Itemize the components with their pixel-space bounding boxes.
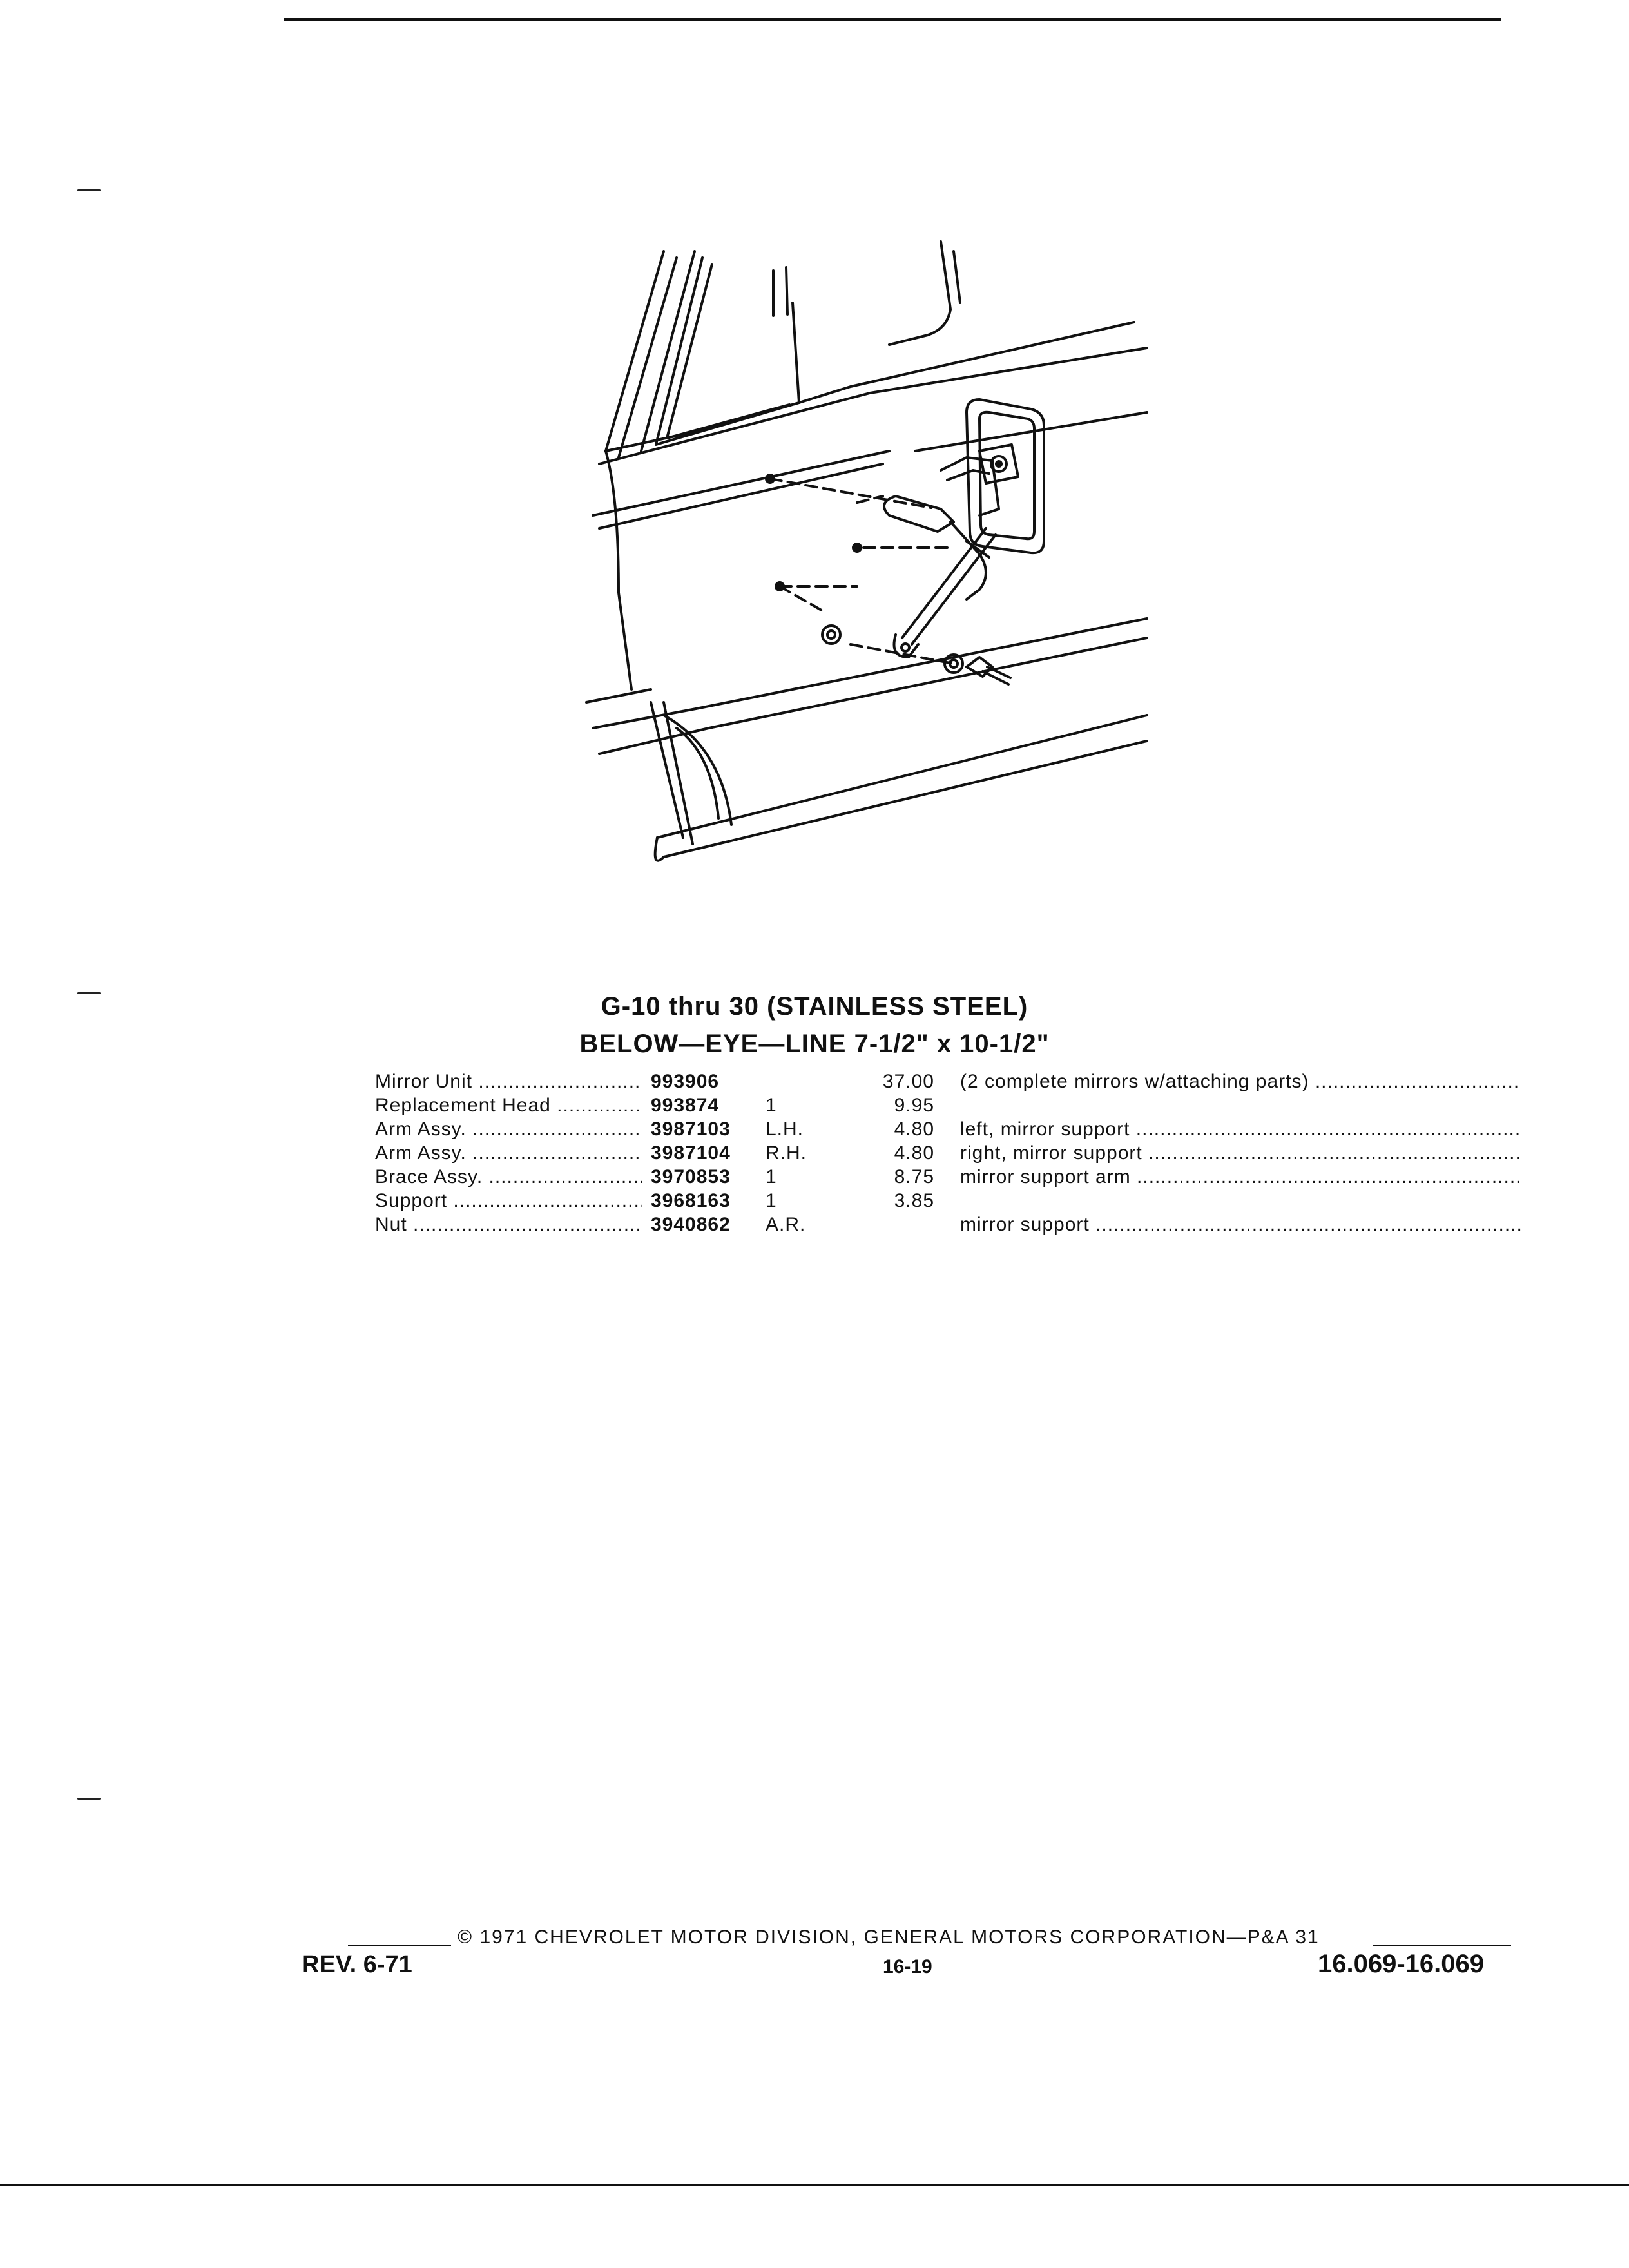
- part-price: 4.80: [894, 1119, 934, 1140]
- part-price: 37.00: [882, 1071, 934, 1092]
- top-rule: [284, 18, 1501, 21]
- part-name: Support .....: [375, 1190, 642, 1212]
- bottom-rule: [0, 2184, 1629, 2186]
- part-number: 3940862: [651, 1214, 731, 1235]
- part-number: 3987103: [651, 1119, 731, 1140]
- margin-tick: [77, 1798, 101, 1800]
- part-qty: R.H.: [766, 1142, 807, 1164]
- part-qty: 1: [766, 1166, 777, 1187]
- part-price: 8.75: [894, 1166, 934, 1187]
- part-number: 3968163: [651, 1190, 731, 1211]
- part-name: Nut .....: [375, 1214, 642, 1236]
- part-number: 993906: [651, 1071, 720, 1092]
- revision-label: REV. 6-71: [302, 1951, 412, 1978]
- part-description: mirror support arm .....: [960, 1166, 1521, 1188]
- footer-rule-right: [1373, 1945, 1511, 1946]
- copyright-line: © 1971 CHEVROLET MOTOR DIVISION, GENERAL MOTORS CORPORATION—P&A 31: [458, 1927, 1320, 1948]
- part-price: 3.85: [894, 1190, 934, 1211]
- section-title: G-10 thru 30 (STAINLESS STEEL): [601, 992, 1028, 1021]
- section-subtitle: BELOW—EYE—LINE 7-1/2" x 10-1/2": [579, 1030, 1050, 1058]
- part-number: 993874: [651, 1095, 720, 1116]
- part-qty: 1: [766, 1190, 777, 1211]
- section-code: 16.069-16.069: [1318, 1950, 1485, 1978]
- footer-rule-left: [348, 1945, 451, 1946]
- margin-tick: [77, 189, 101, 191]
- part-number: 3970853: [651, 1166, 731, 1187]
- part-price: 4.80: [894, 1142, 934, 1164]
- mirror-assembly-diagram: [580, 238, 1224, 883]
- part-description: left, mirror support .....: [960, 1119, 1521, 1140]
- part-qty: L.H.: [766, 1119, 804, 1140]
- part-name: Arm Assy. .....: [375, 1119, 642, 1140]
- page-number: 16-19: [883, 1956, 932, 1977]
- part-qty: A.R.: [766, 1214, 806, 1235]
- part-price: 9.95: [894, 1095, 934, 1116]
- part-name: Brace Assy. .....: [375, 1166, 642, 1188]
- part-description: mirror support .....: [960, 1214, 1521, 1236]
- part-name: Mirror Unit .....: [375, 1071, 642, 1093]
- part-description: (2 complete mirrors w/attaching parts) .....: [960, 1071, 1521, 1093]
- part-description: right, mirror support .....: [960, 1142, 1521, 1164]
- part-qty: 1: [766, 1095, 777, 1116]
- part-number: 3987104: [651, 1142, 731, 1164]
- part-name: Replacement Head .....: [375, 1095, 642, 1117]
- part-name: Arm Assy. .....: [375, 1142, 642, 1164]
